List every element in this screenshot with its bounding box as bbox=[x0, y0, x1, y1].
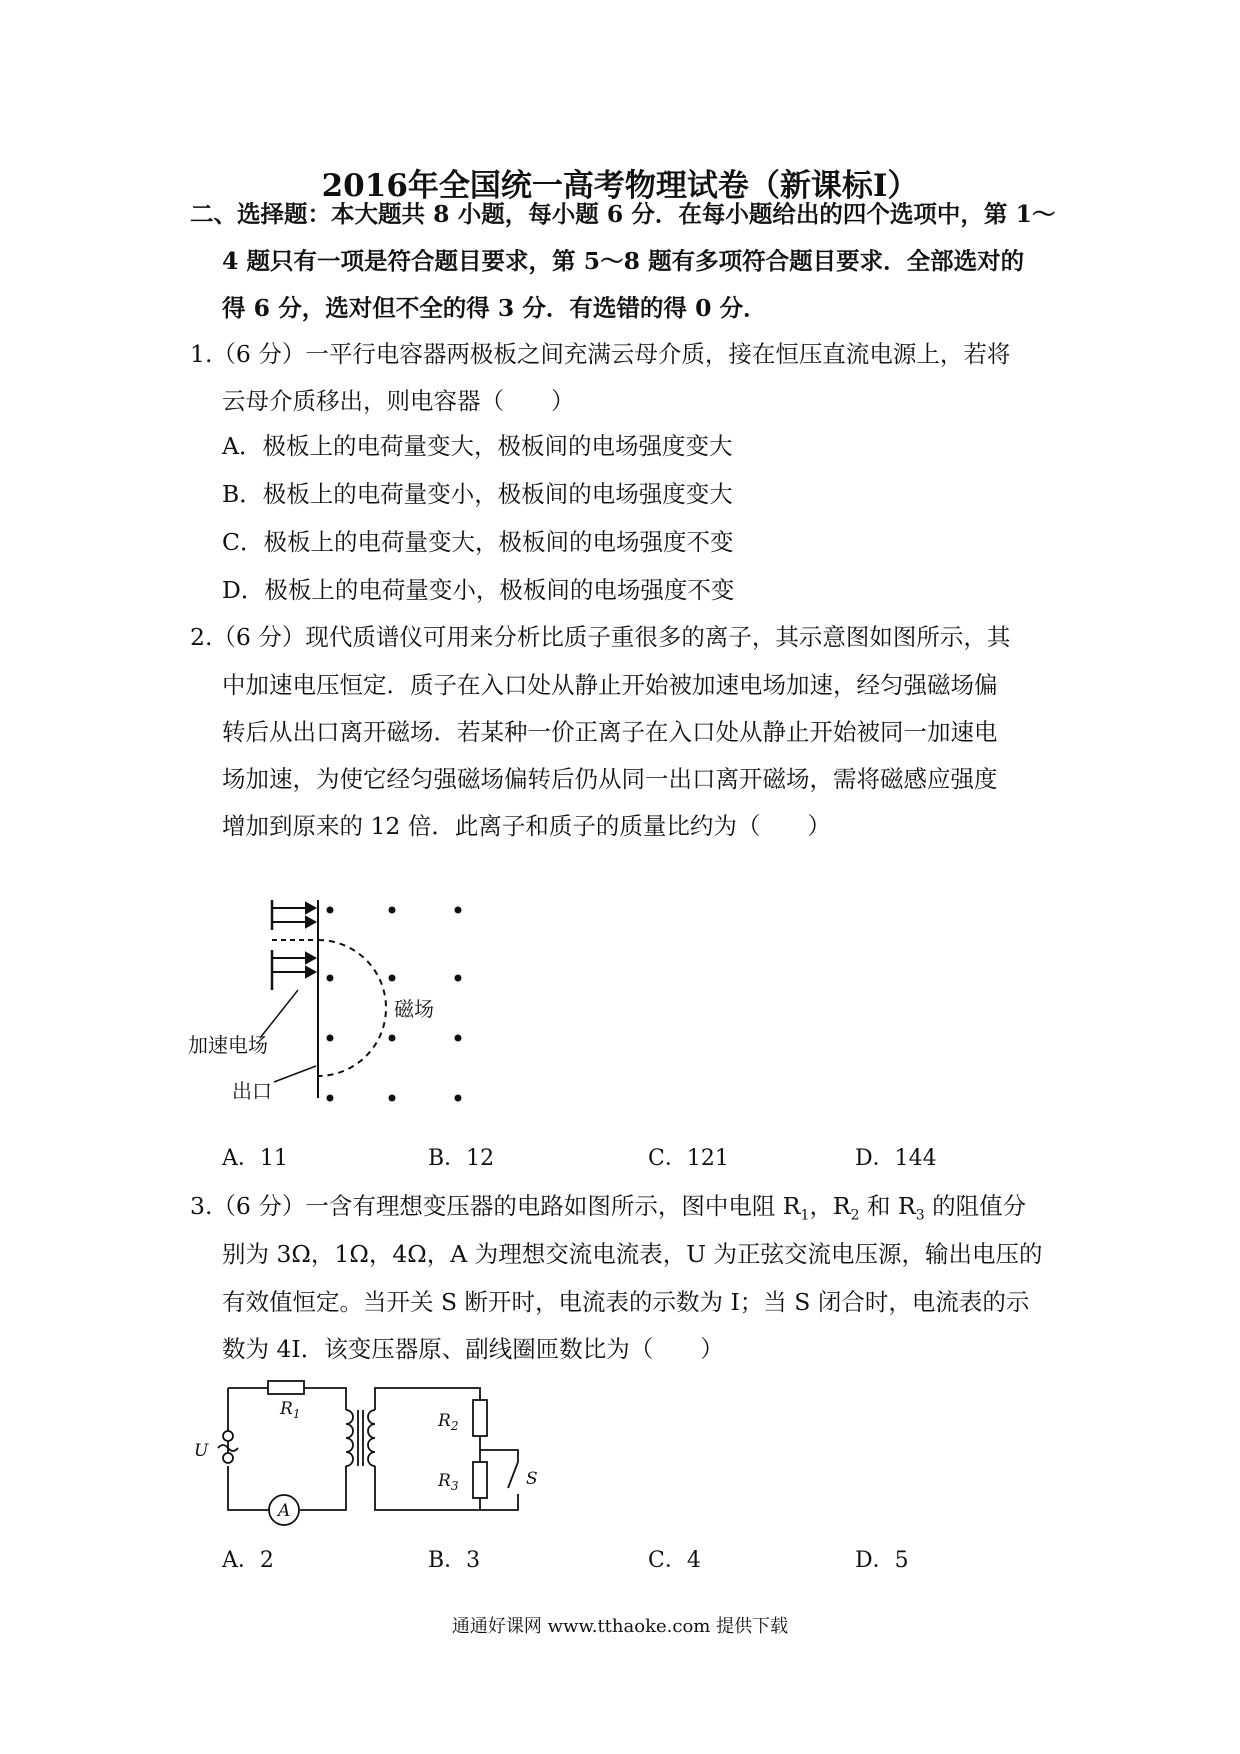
q1-option-b: B．极板上的电荷量变小，极板间的电场强度变大 bbox=[222, 480, 733, 508]
q3-line1-suffix: 的阻值分 bbox=[924, 1192, 1027, 1220]
q3-option-d: D．5 bbox=[855, 1548, 909, 1573]
q1-stem-line-2: 云母介质移出，则电容器（ ） bbox=[222, 387, 575, 415]
q2-option-d: D．144 bbox=[855, 1146, 937, 1171]
label-accel-field: 加速电场 bbox=[188, 1033, 268, 1057]
q3-stem-line-3: 有效值恒定。当开关 S 断开时，电流表的示数为 I；当 S 闭合时，电流表的示 bbox=[222, 1288, 1030, 1316]
transformer-circuit-figure bbox=[188, 1370, 548, 1540]
q1-option-c: C．极板上的电荷量变大，极板间的电场强度不变 bbox=[222, 528, 734, 556]
q2-stem-line-1: 2.（6 分）现代质谱仪可用来分析比质子重很多的离子，其示意图如图所示，其 bbox=[190, 623, 1011, 651]
q3-option-a: A．2 bbox=[222, 1548, 274, 1573]
r3-label: $R_3$ bbox=[438, 1471, 459, 1493]
q3-option-c: C．4 bbox=[648, 1548, 701, 1573]
ammeter-label: A bbox=[278, 1501, 291, 1521]
q1-option-a: A．极板上的电荷量变大，极板间的电场强度变大 bbox=[222, 432, 733, 460]
label-exit: 出口 bbox=[232, 1079, 272, 1103]
q3-option-b: B．3 bbox=[428, 1548, 481, 1573]
switch-label: S bbox=[526, 1469, 538, 1489]
q3-stem-line-1 bbox=[190, 1191, 1026, 1231]
r2-label: $R_2$ bbox=[438, 1411, 459, 1433]
q3-stem-line-2: 别为 3Ω，1Ω，4Ω，A 为理想交流电流表，U 为正弦交流电压源，输出电压的 bbox=[222, 1240, 1043, 1268]
q3-r2-sub: 2 bbox=[850, 1207, 860, 1224]
u-label: U bbox=[194, 1441, 209, 1461]
q3-line1-mid2: 和 R bbox=[859, 1192, 916, 1220]
q2-stem-line-3: 转后从出口离开磁场．若某种一价正离子在入口处从静止开始被同一加速电 bbox=[222, 718, 998, 746]
q2-option-a: A．11 bbox=[222, 1146, 288, 1171]
section-line-2: 4 题只有一项是符合题目要求，第 5～8 题有多项符合题目要求．全部选对的 bbox=[222, 247, 1025, 275]
q1-stem-line-1: 1.（6 分）一平行电容器两极板之间充满云母介质，接在恒压直流电源上，若将 bbox=[190, 340, 1011, 368]
section-line-1: 二、选择题：本大题共 8 小题，每小题 6 分．在每小题给出的四个选项中，第 1～ bbox=[190, 200, 1056, 228]
q2-stem-line-5: 增加到原来的 12 倍．此离子和质子的质量比约为（ ） bbox=[222, 812, 831, 840]
q1-option-d: D．极板上的电荷量变小，极板间的电场强度不变 bbox=[222, 576, 735, 604]
q3-r3-sub: 3 bbox=[915, 1207, 925, 1224]
section-line-3: 得 6 分，选对但不全的得 3 分．有选错的得 0 分． bbox=[222, 294, 767, 322]
q2-option-c: C．121 bbox=[648, 1146, 729, 1171]
q2-stem-line-4: 场加速，为使它经匀强磁场偏转后仍从同一出口离开磁场，需将磁感应强度 bbox=[222, 765, 998, 793]
mass-spectrometer-figure bbox=[180, 890, 500, 1110]
page-footer: 通通好课网 www.tthaoke.com 提供下载 bbox=[451, 1616, 789, 1637]
label-magnetic-field: 磁场 bbox=[394, 997, 434, 1021]
q3-stem-line-4: 数为 4I．该变压器原、副线圈匝数比为（ ） bbox=[222, 1335, 724, 1363]
r1-label: $R_1$ bbox=[280, 1399, 301, 1421]
q2-option-b: B．12 bbox=[428, 1146, 495, 1171]
q3-line1-prefix: 3.（6 分）一含有理想变压器的电路如图所示，图中电阻 R bbox=[190, 1192, 801, 1220]
q2-stem-line-2: 中加速电压恒定．质子在入口处从静止开始被加速电场加速，经匀强磁场偏 bbox=[222, 671, 998, 699]
q3-r1-sub: 1 bbox=[800, 1207, 810, 1224]
page-title: 2016年全国统一高考物理试卷（新课标Ⅰ） bbox=[321, 168, 919, 204]
q3-line1-mid1: ，R bbox=[809, 1192, 851, 1220]
